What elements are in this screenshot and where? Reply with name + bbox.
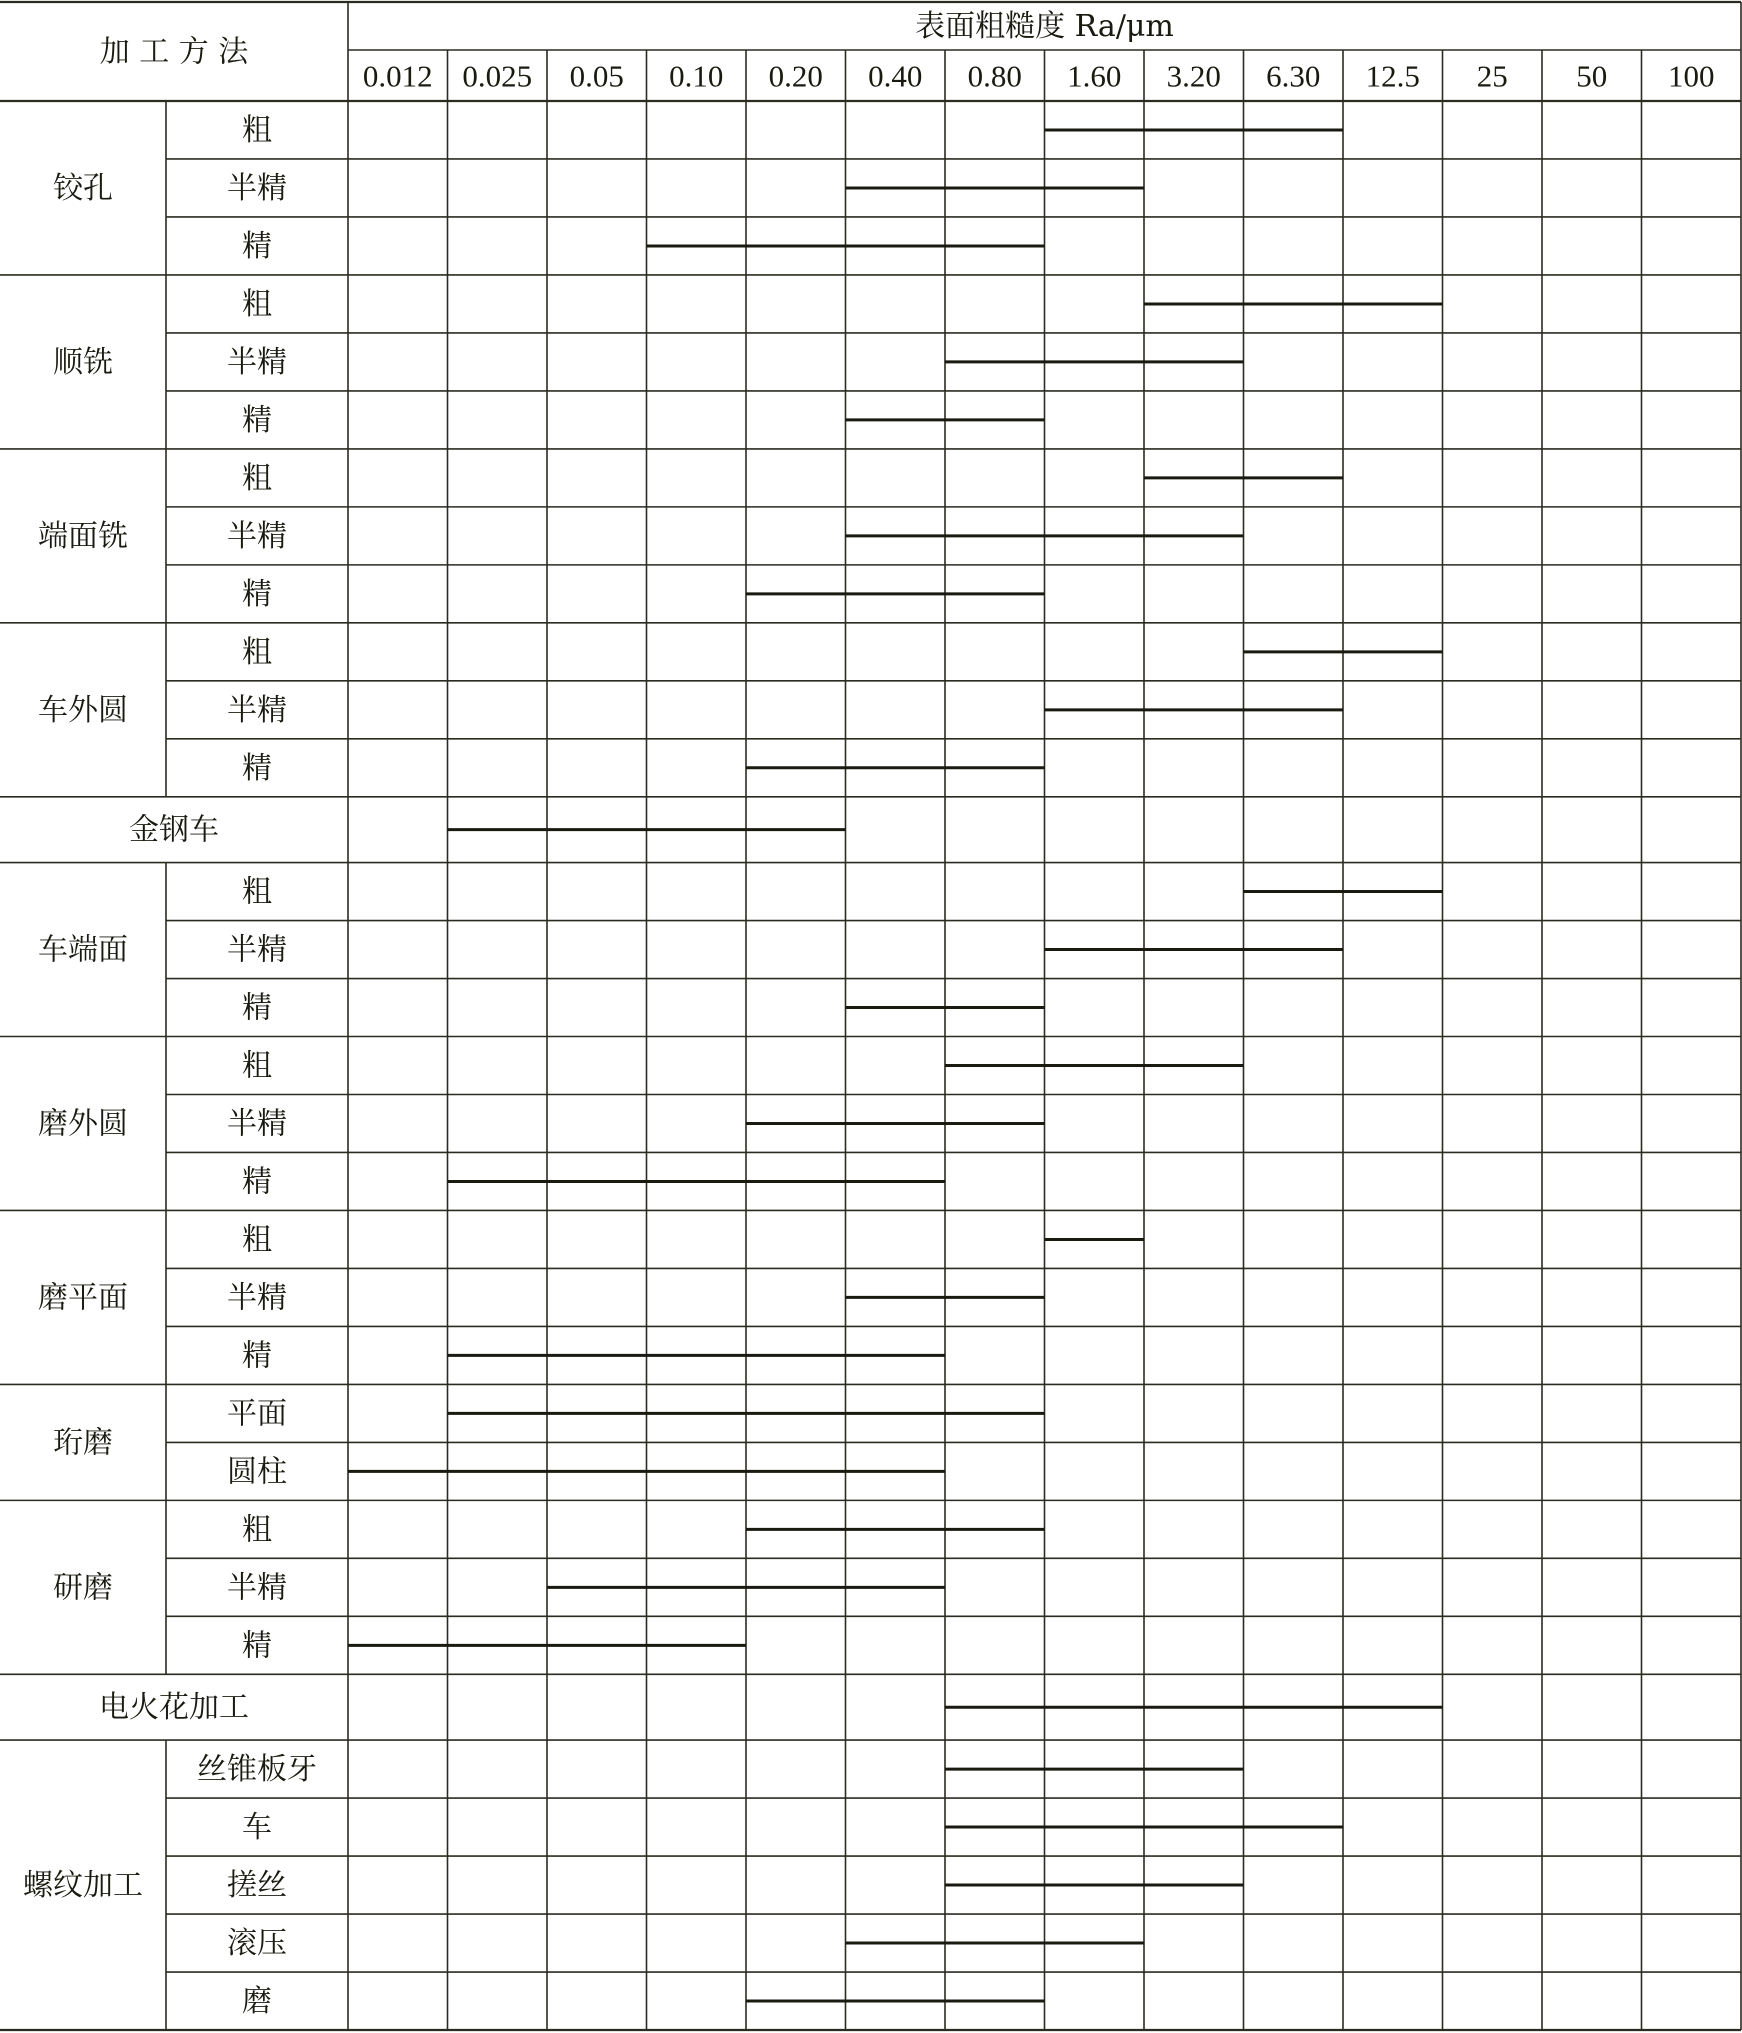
sub-label: 粗 (242, 1048, 272, 1084)
sub-label: 粗 (242, 112, 272, 148)
group-label: 研磨 (53, 1570, 113, 1606)
sub-label: 磨 (242, 1984, 272, 2020)
group-label: 车端面 (38, 932, 128, 968)
sub-label: 粗 (242, 634, 272, 670)
tick-label: 0.40 (868, 58, 923, 94)
sub-label: 粗 (242, 1222, 272, 1258)
group-label: 金钢车 (129, 812, 219, 848)
tick-label: 0.025 (462, 58, 533, 94)
row-labels (23, 113, 317, 2019)
tick-label: 50 (1576, 58, 1608, 94)
tick-label: 25 (1476, 58, 1508, 94)
tick-label: 0.20 (768, 58, 823, 94)
tick-label: 100 (1668, 58, 1715, 94)
sub-label: 粗 (242, 286, 272, 322)
sub-label: 精 (242, 402, 272, 438)
sub-label: 圆柱 (227, 1454, 287, 1490)
sub-label: 精 (242, 1628, 272, 1664)
group-label: 电火花加工 (99, 1690, 249, 1726)
sub-label: 精 (242, 1338, 272, 1374)
sub-label: 精 (242, 228, 272, 264)
tick-label: 12.5 (1365, 58, 1420, 94)
group-label: 磨外圆 (38, 1106, 128, 1142)
range-lines (348, 130, 1443, 2001)
tick-label: 0.012 (362, 58, 433, 94)
group-label: 顺铣 (53, 344, 113, 380)
sub-label: 精 (242, 990, 272, 1026)
tick-label: 1.60 (1067, 58, 1122, 94)
sub-label: 半精 (227, 344, 287, 380)
sub-label: 粗 (242, 460, 272, 496)
sub-label: 粗 (242, 1512, 272, 1548)
method-header: 加 工 方 法 (99, 34, 249, 70)
tick-label: 0.10 (669, 58, 724, 94)
group-label: 螺纹加工 (23, 1868, 143, 1904)
tick-labels (363, 59, 1715, 94)
sub-label: 丝锥板牙 (197, 1752, 317, 1788)
tick-label: 3.20 (1166, 58, 1221, 94)
group-label: 珩磨 (53, 1425, 113, 1461)
tick-label: 0.80 (967, 58, 1022, 94)
sub-label: 搓丝 (227, 1868, 287, 1904)
sub-label: 半精 (227, 1570, 287, 1606)
sub-label: 精 (242, 1164, 272, 1200)
sub-label: 精 (242, 750, 272, 786)
sub-label: 滚压 (227, 1926, 287, 1962)
group-label: 铰孔 (53, 170, 113, 206)
group-label: 车外圆 (38, 692, 128, 728)
sub-label: 半精 (227, 692, 287, 728)
sub-label: 粗 (242, 874, 272, 910)
sub-label: 车 (242, 1810, 272, 1846)
sub-label: 半精 (227, 518, 287, 554)
tick-label: 6.30 (1266, 58, 1321, 94)
sub-label: 半精 (227, 932, 287, 968)
sub-label: 平面 (227, 1396, 287, 1432)
tick-label: 0.05 (569, 58, 624, 94)
sub-label: 半精 (227, 1106, 287, 1142)
sub-label: 半精 (227, 1280, 287, 1316)
group-label: 端面铣 (38, 518, 128, 554)
sub-label: 半精 (227, 170, 287, 206)
group-label: 磨平面 (38, 1280, 128, 1316)
sub-label: 精 (242, 576, 272, 612)
roughness-header: 表面粗糙度 Ra/μm (915, 9, 1174, 44)
